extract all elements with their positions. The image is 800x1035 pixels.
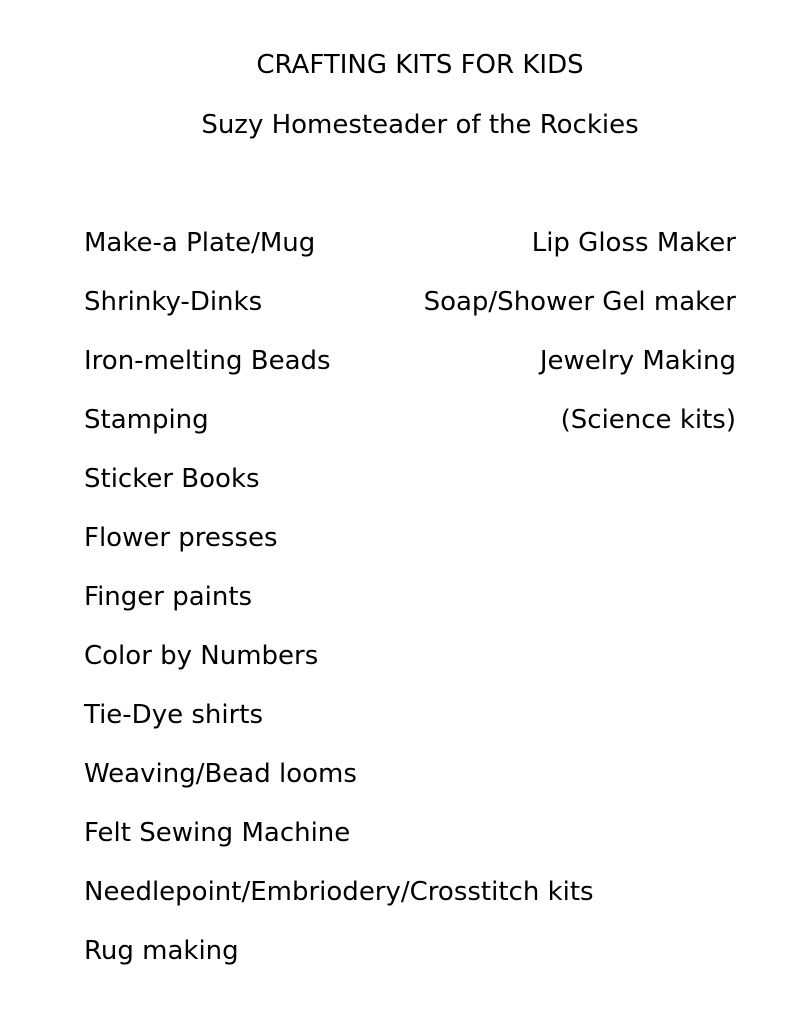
- list-item: Weaving/Bead looms: [84, 759, 357, 789]
- list-item: Make-a Plate/Mug: [84, 228, 316, 258]
- list-item: Tie-Dye shirts: [84, 700, 264, 730]
- list-item: Needlepoint/Embriodery/Crosstitch kits: [84, 877, 594, 907]
- list-item: Lip Gloss Maker: [531, 228, 736, 258]
- list-item: Jewelry Making: [539, 346, 736, 376]
- list-item: Rug making: [84, 936, 239, 966]
- list-item: Color by Numbers: [84, 641, 319, 671]
- list-item: Finger paints: [84, 582, 253, 612]
- list-item: Stamping: [84, 405, 209, 435]
- list-item: Sticker Books: [84, 464, 260, 494]
- list-item: (Science kits): [560, 405, 736, 435]
- list-item: Soap/Shower Gel maker: [423, 287, 736, 317]
- document-title: CRAFTING KITS FOR KIDS: [256, 50, 584, 80]
- document-subtitle: Suzy Homesteader of the Rockies: [201, 110, 639, 140]
- list-item: Felt Sewing Machine: [84, 818, 351, 848]
- list-item: Shrinky-Dinks: [84, 287, 263, 317]
- list-item: Flower presses: [84, 523, 278, 553]
- list-item: Iron-melting Beads: [84, 346, 331, 376]
- right-kit-list: [356, 227, 736, 463]
